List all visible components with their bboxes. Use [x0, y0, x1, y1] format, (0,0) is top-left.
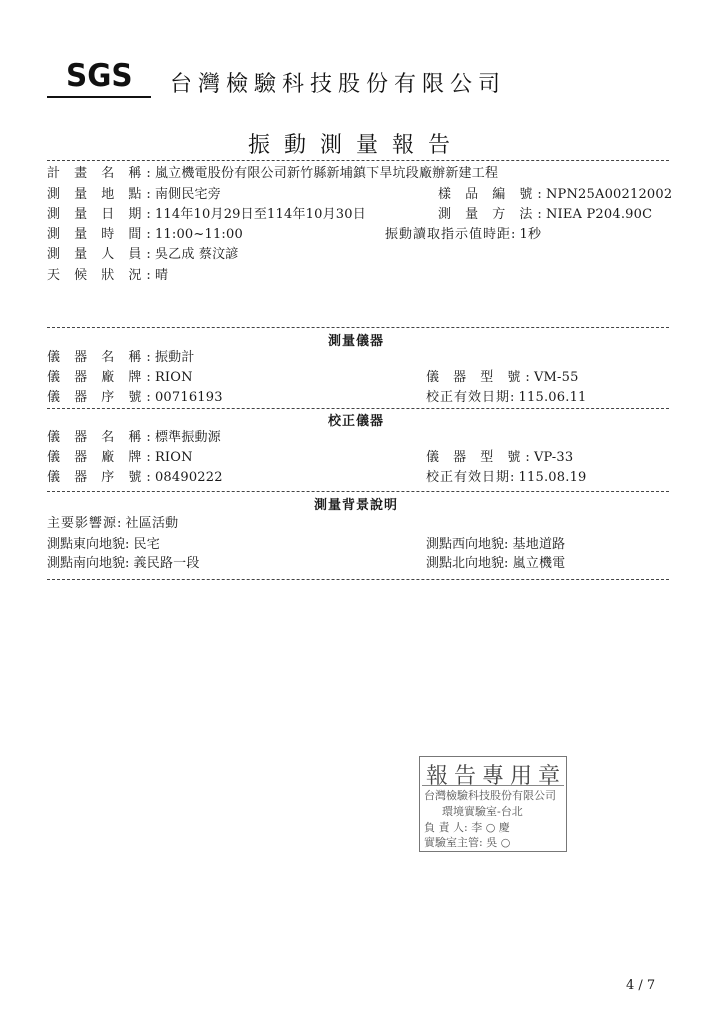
mi-serial-row: 儀 器 序 號: 00716193 — [47, 390, 223, 405]
location-value: 南側民宅旁 — [154, 187, 221, 202]
stamp-person: 負 責 人: 李 ○ 慶 — [424, 821, 510, 834]
location-label: 測 量 地 點 — [47, 187, 147, 202]
ci-calib-value: 115.08.19 — [518, 470, 587, 485]
ci-calib-row: 校正有效日期: 115.08.19 — [426, 470, 587, 485]
ci-calib-label: 校正有效日期 — [426, 470, 511, 485]
source-value: 社區活動 — [125, 516, 179, 531]
date-row: 測 量 日 期: 114年10月29日至114年10月30日 — [47, 207, 366, 222]
sample-no-value: NPN25A00212002 — [545, 187, 673, 202]
mi-serial-value: 00716193 — [154, 390, 223, 405]
sample-no-label: 樣 品 編 號 — [438, 187, 538, 202]
measurement-instrument-title: 測量儀器 — [328, 334, 385, 349]
ci-name-value: 標準振動源 — [154, 430, 221, 445]
method-label: 測 量 方 法 — [438, 207, 538, 222]
ci-model-label: 儀 器 型 號 — [426, 450, 526, 465]
page-number: 4 / 7 — [626, 978, 656, 993]
weather-label: 天 候 狀 況 — [47, 268, 147, 283]
calibration-instrument-title: 校正儀器 — [328, 414, 385, 429]
mi-calib-value: 115.06.11 — [518, 390, 587, 405]
mi-name-value: 振動計 — [154, 350, 195, 365]
background-title: 測量背景說明 — [314, 498, 399, 513]
stamp-divider — [422, 785, 564, 786]
project-row: 計 畫 名 稱: 嵐立機電股份有限公司新竹縣新埔鎮下旱坑段廠辦新建工程 — [47, 166, 499, 181]
mi-model-label: 儀 器 型 號 — [426, 370, 526, 385]
west-row: 測點西向地貌: 基地道路 — [426, 537, 566, 552]
ci-brand-row: 儀 器 廠 牌: RION — [47, 450, 193, 465]
report-stamp — [419, 756, 567, 852]
mi-brand-label: 儀 器 廠 牌 — [47, 370, 147, 385]
weather-row: 天 候 狀 況: 晴 — [47, 268, 169, 283]
company-name: 台灣檢驗科技股份有限公司 — [170, 72, 507, 97]
west-label: 測點西向地貌 — [426, 537, 505, 552]
weather-value: 晴 — [154, 268, 169, 283]
mi-calib-row: 校正有效日期: 115.06.11 — [426, 390, 587, 405]
method-row: 測 量 方 法: NIEA P204.90C — [438, 207, 653, 222]
staff-row: 測 量 人 員: 吳乙成 蔡汶諺 — [47, 247, 239, 262]
mi-name-label: 儀 器 名 稱 — [47, 350, 147, 365]
ci-brand-value: RION — [154, 450, 193, 465]
time-value: 11:00~11:00 — [154, 227, 243, 242]
east-value: 民宅 — [133, 537, 160, 552]
interval-label: 振動讀取指示值時距 — [385, 227, 512, 242]
staff-label: 測 量 人 員 — [47, 247, 147, 262]
north-label: 測點北向地貌 — [426, 556, 505, 571]
ci-model-row: 儀 器 型 號: VP-33 — [426, 450, 574, 465]
sgs-logo: SGS — [66, 58, 133, 94]
east-row: 測點東向地貌: 民宅 — [47, 537, 160, 552]
source-row: 主要影響源: 社區活動 — [47, 516, 179, 531]
south-row: 測點南向地貌: 義民路一段 — [47, 556, 200, 571]
time-row: 測 量 時 間: 11:00~11:00 — [47, 227, 243, 242]
mi-model-value: VM-55 — [533, 370, 579, 385]
report-title: 振動測量報告 — [248, 133, 465, 158]
project-label: 計 畫 名 稱 — [47, 166, 147, 181]
ci-serial-row: 儀 器 序 號: 08490222 — [47, 470, 223, 485]
mi-brand-value: RION — [154, 370, 193, 385]
stamp-supervisor: 實驗室主管: 吳 ○ — [424, 836, 511, 849]
divider — [47, 160, 669, 161]
stamp-title: 報告專用章 — [426, 764, 567, 789]
source-label: 主要影響源 — [47, 516, 118, 531]
north-row: 測點北向地貌: 嵐立機電 — [426, 556, 566, 571]
mi-model-row: 儀 器 型 號: VM-55 — [426, 370, 579, 385]
logo-underline — [47, 96, 151, 98]
ci-model-value: VP-33 — [533, 450, 574, 465]
staff-value: 吳乙成 蔡汶諺 — [154, 247, 239, 262]
west-value: 基地道路 — [512, 537, 566, 552]
divider — [47, 491, 669, 492]
ci-brand-label: 儀 器 廠 牌 — [47, 450, 147, 465]
interval-row: 振動讀取指示值時距: 1秒 — [385, 227, 542, 242]
divider — [47, 327, 669, 328]
mi-serial-label: 儀 器 序 號 — [47, 390, 147, 405]
mi-name-row: 儀 器 名 稱: 振動計 — [47, 350, 195, 365]
ci-name-label: 儀 器 名 稱 — [47, 430, 147, 445]
south-value: 義民路一段 — [133, 556, 200, 571]
mi-brand-row: 儀 器 廠 牌: RION — [47, 370, 193, 385]
time-label: 測 量 時 間 — [47, 227, 147, 242]
date-value: 114年10月29日至114年10月30日 — [154, 207, 366, 222]
ci-name-row: 儀 器 名 稱: 標準振動源 — [47, 430, 221, 445]
sample-no-row: 樣 品 編 號: NPN25A00212002 — [438, 187, 673, 202]
project-value: 嵐立機電股份有限公司新竹縣新埔鎮下旱坑段廠辦新建工程 — [154, 166, 499, 181]
ci-serial-label: 儀 器 序 號 — [47, 470, 147, 485]
stamp-lab: 環境實驗室-台北 — [442, 805, 523, 818]
divider — [47, 408, 669, 409]
location-row: 測 量 地 點: 南側民宅旁 — [47, 187, 221, 202]
mi-calib-label: 校正有效日期 — [426, 390, 511, 405]
date-label: 測 量 日 期 — [47, 207, 147, 222]
ci-serial-value: 08490222 — [154, 470, 223, 485]
stamp-company: 台灣檢驗科技股份有限公司 — [424, 789, 556, 802]
interval-value: 1秒 — [519, 227, 542, 242]
east-label: 測點東向地貌 — [47, 537, 126, 552]
method-value: NIEA P204.90C — [545, 207, 653, 222]
divider — [47, 579, 669, 580]
south-label: 測點南向地貌 — [47, 556, 126, 571]
north-value: 嵐立機電 — [512, 556, 566, 571]
